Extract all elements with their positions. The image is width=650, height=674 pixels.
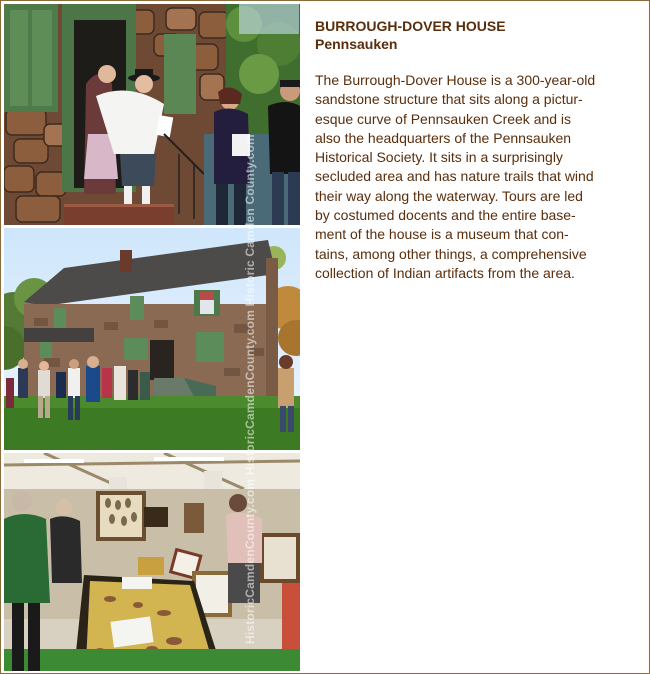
description-line: esque curve of Pennsauken Creek and is [315,110,572,127]
description-line: also the headquarters of the Pennsauken [315,129,572,146]
description-line: The Burrough-Dover House is a 300-year-old [315,72,596,88]
description-line: secluded area and has nature trails that wind [315,168,594,185]
museum-artifacts-photo [4,453,300,671]
description-paragraph [315,71,615,283]
page-subtitle: Pennsauken [315,36,398,52]
description-line: Historical Society. It sits in a surprisingly [315,149,563,166]
description-line: collection of Indian artifacts from the area. [315,264,575,281]
page-title: BURROUGH-DOVER HOUSE [315,18,506,34]
photo-column [4,4,300,671]
description-line: by costumed docents and the entire base- [315,207,576,224]
description-line: sandstone structure that sits along a pictur- [315,91,583,108]
description-line: tains, among other things, a comprehensive [315,245,587,262]
watermark-text: HistoricCamdenCounty.com HistoricCamdenCounty.com Historic Camden County.com [243,134,257,644]
house-exterior-photo [4,228,300,450]
description-line: their way along the waterway. Tours are led [315,187,583,204]
article-text [315,17,615,283]
docent-doorway-photo [4,4,300,225]
description-line: ment of the house is a museum that con- [315,226,569,243]
